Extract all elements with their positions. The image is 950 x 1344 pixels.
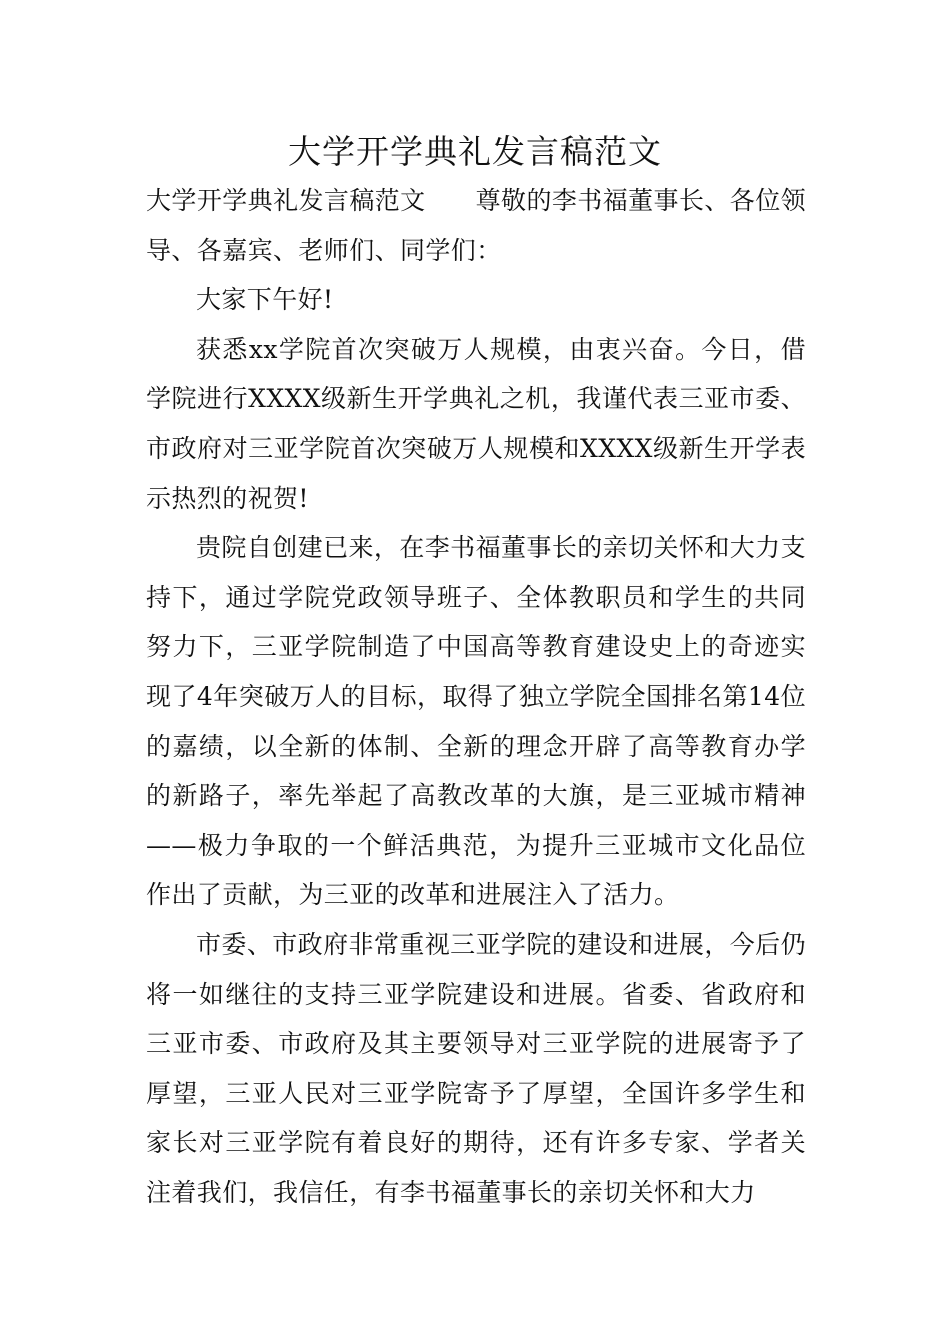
document-body: [146, 176, 806, 1217]
opening-paragraph: [146, 176, 806, 275]
greeting-paragraph: 大家下午好!: [196, 285, 334, 315]
paragraph-congratulations: 获悉xx学院首次突破万人规模，由衷兴奋。今日，借学院进行XXXX级新生开学典礼之机，我谨代表三亚市委、市政府对三亚学院首次突破万人规模和XXXX级新生开学表示热烈的祝贺!: [146, 334, 806, 513]
inline-heading: 大学开学典礼发言稿范文: [146, 186, 426, 215]
salutation: 尊敬的李书福董事长、各位领导、各嘉宾、老师们、同学们：: [146, 186, 807, 265]
document-title: 大学开学典礼发言稿范文: [288, 132, 662, 171]
paragraph-achievements: 贵院自创建已来，在李书福董事长的亲切关怀和大力支持下，通过学院党政领导班子、全体教职员和学生的共同努力下，三亚学院制造了中国高等教育建设史上的奇迹实现了4年突破万人的目标，取得了独立学院全国排名第14位的嘉绩，以全新的体制、全新的理念开辟了高等教育办学的新路子，率先举起了高教改革的大旗，是三亚城市精神——极力争取的一个鲜活典范，为提升三亚城市文化品位作出了贡献，为三亚的改革和进展注入了活力。: [146, 533, 806, 910]
paragraph-support: 市委、市政府非常重视三亚学院的建设和进展，今后仍将一如继往的支持三亚学院建设和进展。省委、省政府和三亚市委、市政府及其主要领导对三亚学院的进展寄予了厚望，三亚人民对三亚学院寄予了厚望，全国许多学生和家长对三亚学院有着良好的期待，还有许多专家、学者关注着我们，我信任，有李书福董事长的亲切关怀和大力: [146, 929, 806, 1207]
